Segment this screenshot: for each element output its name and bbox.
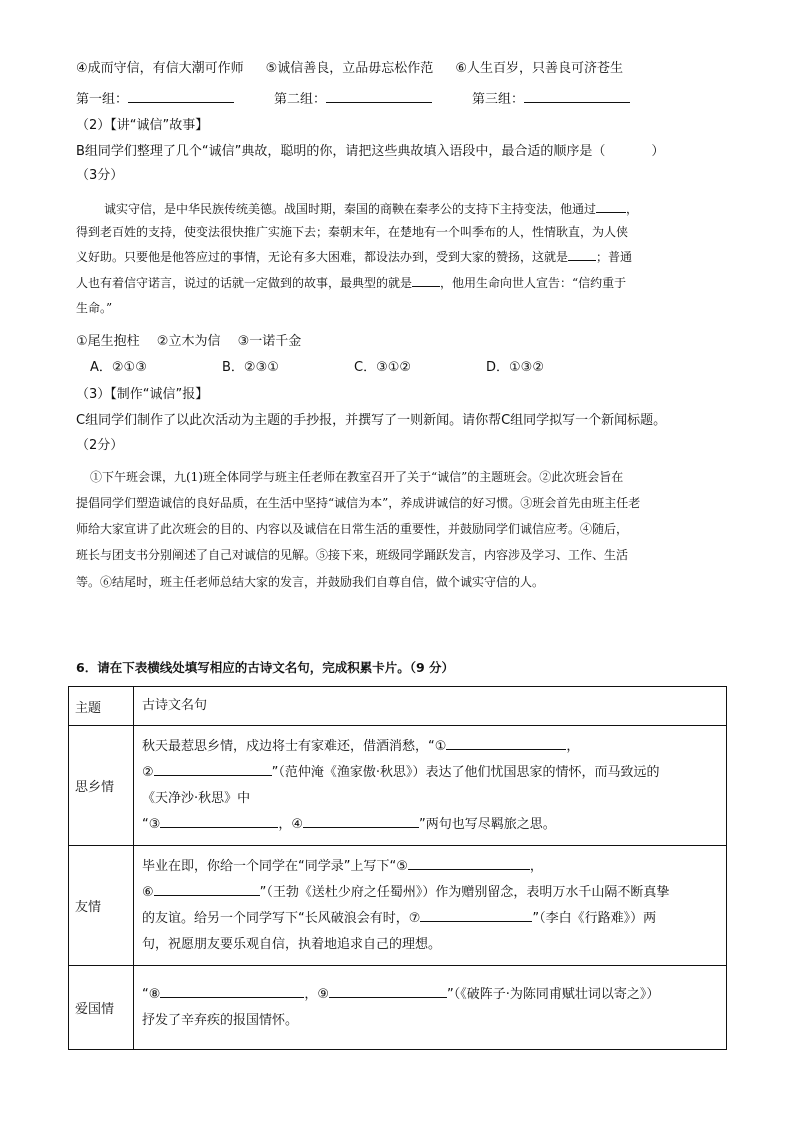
blank-5[interactable] [408,855,530,870]
group-2-blank[interactable] [326,88,432,103]
blank-9[interactable] [329,983,447,998]
row-theme-homesick: 思乡情 [69,726,134,846]
groups-line [76,88,630,110]
blank-2[interactable] [154,761,272,776]
row-theme-friendship: 友情 [69,846,134,966]
table-row [69,846,727,966]
row-content-homesick: 秋天最惹思乡情，戍边将士有家难还，借酒消愁，“① ， ② ”（范仲淹《渔家傲·秋思》）表达了他们忧国思家的情怀，而马致远的 《天净沙·秋思》中 “③ ，④ ”两句也写尽羁旅之思。 [134,726,727,846]
choice-b[interactable]: B．②③① [222,360,279,375]
blank-4[interactable] [303,813,419,828]
passage-blank-2[interactable] [568,246,596,261]
group-3-blank[interactable] [524,88,630,103]
q2-items: ①尾生抱柱 ②立木为信 ③一诺千金 [76,334,302,349]
blank-8[interactable] [160,983,304,998]
options-line [76,59,623,79]
blank-7[interactable] [420,907,532,922]
table-header-row [69,687,727,726]
q3-prompt: C组同学们制作了以此次活动为主题的手抄报，并撰写了一则新闻。请你帮C组同学拟写一个新闻标题。 [76,413,667,428]
q2-score: （3分） [76,168,124,183]
accumulation-card-table [68,686,727,1050]
option-6: ⑥人生百岁，只善良可济苍生 [455,61,623,76]
header-theme: 主题 [69,687,134,726]
passage-blank-1[interactable] [596,198,626,213]
row-content-patriotism: “⑧ ，⑨ ”（《破阵子·为陈同甫赋壮词以寄之》） 抒发了辛弃疾的报国情怀。 [134,966,727,1050]
choice-d[interactable]: D．①③② [486,360,544,375]
group-1-label: 第一组： [76,92,129,107]
q2-heading: （2）【讲“诚信”故事】 [76,118,209,133]
q3-score: （2分） [76,438,124,453]
table-row [69,966,727,1050]
group-2-label: 第二组： [274,92,327,107]
group-3-label: 第三组： [472,92,525,107]
choice-c[interactable]: C．③①② [354,360,412,375]
row-theme-patriotism: 爱国情 [69,966,134,1050]
q6-heading: 6．请在下表横线处填写相应的古诗文名句，完成积累卡片。（9 分） [76,660,454,675]
choice-a[interactable]: A．②①③ [90,360,147,375]
blank-1[interactable] [446,735,566,750]
group-1-blank[interactable] [128,88,234,103]
row-content-friendship: 毕业在即，你给一个同学在“同学录”上写下“⑤ ， ⑥ ”（王勃《送杜少府之任蜀州》）作为赠别留念，表明万水千山隔不断真挚 的友谊。给另一个同学写下“长风破浪会有时，⑦ ”（李白《行路难》）两 句，祝愿朋友要乐观自信，执着地追求自己的理想。 [134,846,727,966]
worksheet-page: ④成而守信，有信大潮可作师 ⑤诚信善良，立品毋忘松作范 ⑥人生百岁，只善良可济苍生 第一组： 第二组： 第三组： （2）【讲“诚信”故事】 B组同学们整理了几个“诚信”典故，聪明的你，请把这些典故填入语段中，最合适的顺序是（ ） （3分） 诚实守信，是中华民族传统美德。战国时期，秦国的商鞅在秦孝公的支持下主持变法，他通过 ， 得到老百姓的支持，使变法很快推广实施下去；秦朝末年，在楚地有一个叫季布的人，性情耿直，为人侠 义好助。只要他是他答应过的事情，无论有多大困难，都设法办到，受到大家的赞扬，这就是 ；普通 人也有着信守诺言，说过的话就一定做到的故事，最典型的就是 ，他用生命向世人宣告：“信约重于 生命。” ①尾生抱柱 ②立木为信 ③一诺千金 A．②①③ B．②③① C．③①② D．①③② （3）【制作“诚信”报】 C组同学们制作了以此次活动为主题的手抄报，并撰写了一则新闻。请你帮C组同学拟写一个新闻标题。 （2分） ①下午班会课，九(1)班全体同学与班主任老师在教室召开了关于“诚信”的主题班会。②此次班会旨在 提倡同学们塑造诚信的良好品质，在生活中坚持“诚信为本”，养成讲诚信的好习惯。③班会首先由班主任老 师给大家宣讲了此次班会的目的、内容以及诚信在日常生活的重要性，并鼓励同学们诚信应考。④随后， 班长与团支书分别阐述了自己对诚信的见解。⑤接下来，班级同学踊跃发言，内容涉及学习、工作、生活 等。⑥结尾时，班主任老师总结大家的发言，并鼓励我们自尊自信，做个诚实守信的人。 6．请在下表横线处填写相应的古诗文名句，完成积累卡片。（9 分） 主题 古诗文名句 思乡情 秋天最惹思乡情，戍边将士有家难还，借酒消愁，“① ， ② ”（范仲淹《渔家傲·秋思》）表达了他们忧国思家的情怀，而马致远的 《天净沙·秋思》中 “③ ，④ ”两句也写尽羁旅之思。 友情 毕业在即，你给一个同学在“同学录”上写下“⑤ ， ⑥ ”（王勃《送杜少府之任蜀州》）作为赠别留念，表明万水千山隔不断真挚 的友谊。给另一个同学写下“长风破浪会有时，⑦ ”（李白《行路难》）两 句，祝愿朋友要乐观自信，执着地追求自己的理想。 爱国情 “⑧ ，⑨ ”（《破阵子·为陈同甫赋壮词以寄之》） 抒发了辛弃疾的报国情怀。 [0,0,794,1123]
blank-3[interactable] [160,813,278,828]
option-4: ④成而守信，有信大潮可作师 [76,61,244,76]
option-5: ⑤诚信善良，立品毋忘松作范 [265,61,434,76]
blank-6[interactable] [154,881,260,896]
q2-prompt: B组同学们整理了几个“诚信”典故，聪明的你，请把这些典故填入语段中，最合适的顺序是（ ） [76,144,665,159]
q2-choices [90,358,586,378]
q3-heading: （3）【制作“诚信”报】 [76,387,209,402]
passage-blank-3[interactable] [412,272,440,287]
header-poetry: 古诗文名句 [134,687,727,726]
table-row [69,726,727,846]
